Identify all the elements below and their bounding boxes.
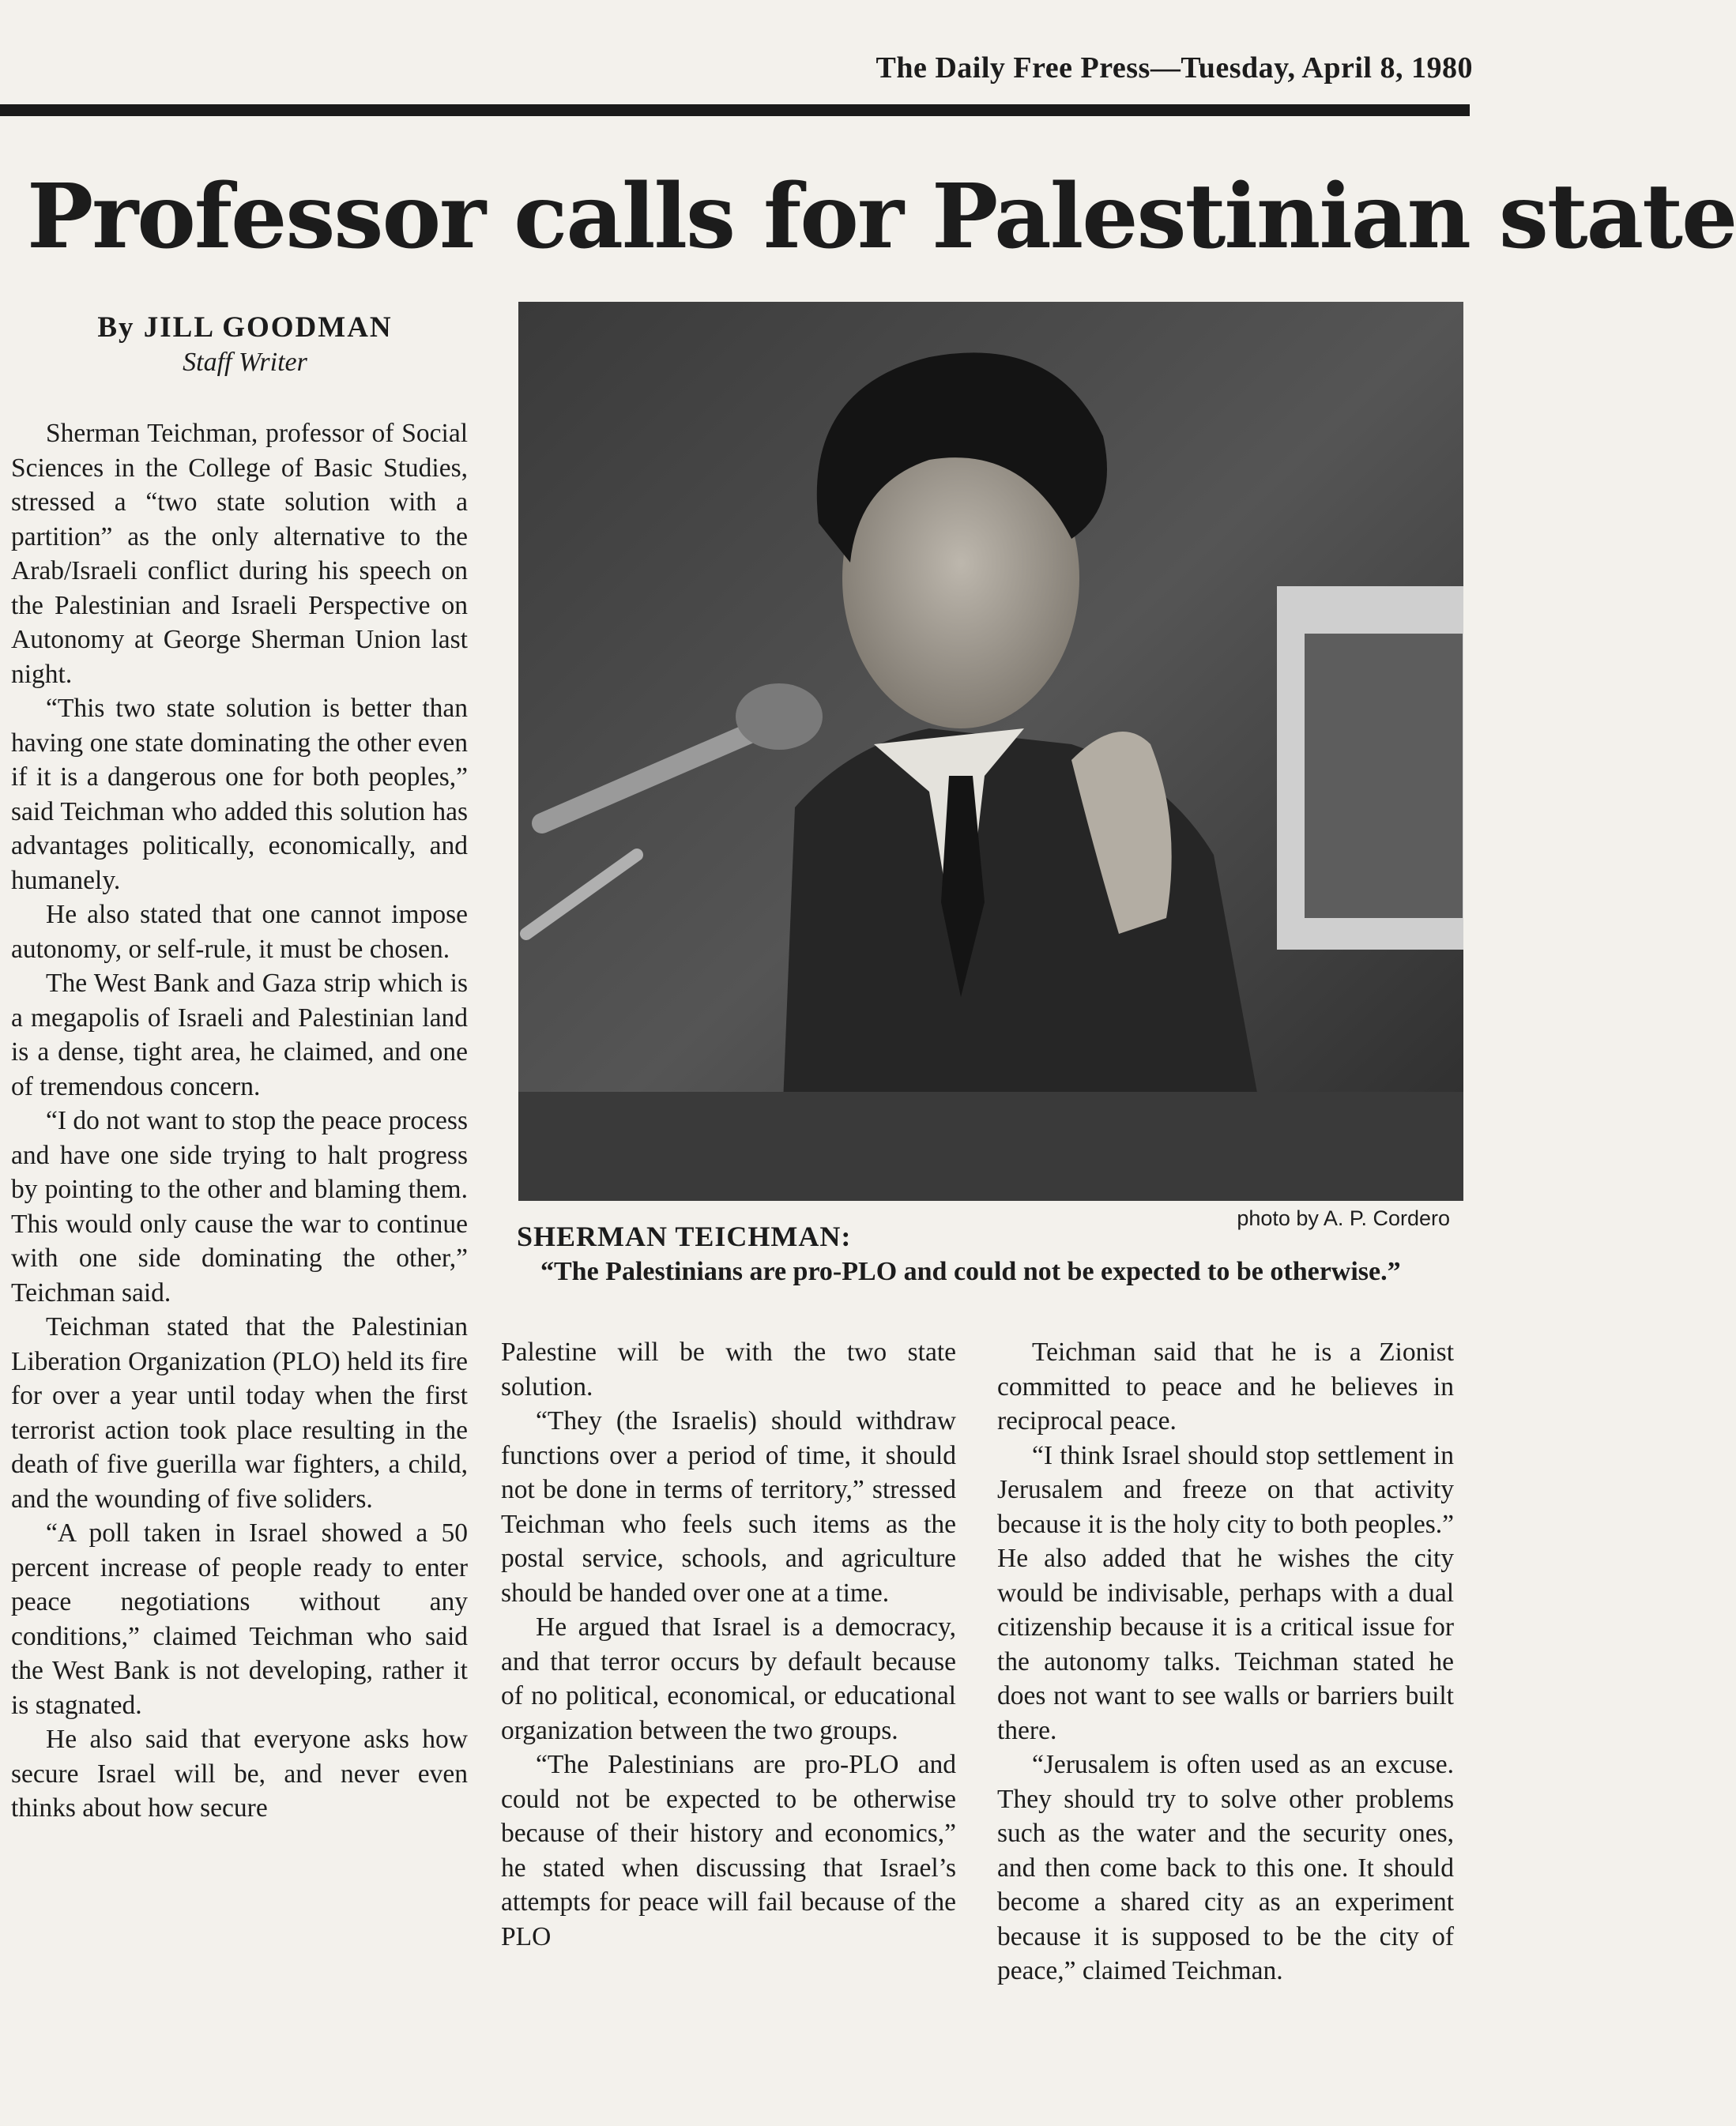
caption-name: SHERMAN TEICHMAN: (517, 1221, 852, 1252)
byline-name: By JILL GOODMAN (97, 311, 393, 344)
masthead-dateline: The Daily Free Press—Tuesday, April 8, 1980 (876, 51, 1473, 85)
paragraph: The West Bank and Gaza strip which is a megapolis of Israeli and Palestinian land is a dense, tight area, he claimed, and one of tremendous concern. (11, 969, 468, 1101)
caption-quote: “The Palestinians are pro-PLO and could not be expected to be otherwise.” (540, 1257, 1401, 1286)
article-column-1 (11, 416, 468, 1826)
paragraph: “They (the Israelis) should withdraw functions over a period of time, it should not be done in terms of territory,” stressed Teichman who feels such items as the postal service, schools, and agriculture should be handed over one at a time. (501, 1406, 956, 1608)
paragraph: “This two state solution is better than having one state dominating the other even if it is a dangerous one for both peoples,” said Teichman who added this solution has advantages politically, economically, and humanely. (11, 694, 468, 895)
photo-credit: photo by A. P. Cordero (1237, 1206, 1450, 1230)
paragraph: “I do not want to stop the peace process and have one side trying to halt progress by pointing to the other and blaming them. This would only cause the war to continue with one side dominating the other,” Teichman said. (11, 1106, 468, 1308)
byline (0, 310, 490, 380)
paragraph: Teichman stated that the Palestinian Liberation Organization (PLO) held its fire for over a year until today when the first terrorist action took place resulting in the death of five guerilla war fighters, a child, and the wounding of five soliders. (11, 1312, 468, 1514)
byline-role: Staff Writer (183, 348, 307, 377)
paragraph: Teichman said that he is a Zionist committed to peace and he believes in reciprocal peace. (997, 1338, 1454, 1436)
paragraph: “The Palestinians are pro-PLO and could not be expected to be otherwise because of their history and economics,” he stated when discussing that Israel’s attempts for peace will fail because of the PLO (501, 1750, 956, 1951)
paragraph: “Jerusalem is often used as an excuse. They should try to solve other problems such as the water and the security ones, and then come back to this one. It should become a shared city as an experiment because it is supposed to be the city of peace,” claimed Teichman. (997, 1750, 1454, 1985)
article-column-2 (501, 1335, 956, 1954)
masthead-rule (0, 104, 1470, 116)
paragraph: He argued that Israel is a democracy, and that terror occurs by default because of no political, economical, or educational organization between the two groups. (501, 1612, 956, 1745)
headline: Professor calls for Palestinian state (27, 165, 1736, 269)
paragraph: Palestine will be with the two state solution. (501, 1338, 956, 1402)
paragraph: He also stated that one cannot impose autonomy, or self-rule, it must be chosen. (11, 900, 468, 964)
paragraph: Sherman Teichman, professor of Social Sciences in the College of Basic Studies, stressed a “two state solution with a partition” as the only alternative to the Arab/Israeli conflict during his speech on the Palestinian and Israeli Perspective on Autonomy at George Sherman Union last night. (11, 419, 468, 689)
article-column-3 (997, 1335, 1454, 1989)
article-photo (518, 302, 1463, 1201)
paragraph: He also said that everyone asks how secure Israel will be, and never even thinks about how secure (11, 1725, 468, 1823)
paragraph: “A poll taken in Israel showed a 50 percent increase of people ready to enter peace negotiations without any conditions,” claimed Teichman who said the West Bank is not developing, rather it is stagnated. (11, 1518, 468, 1720)
paragraph: “I think Israel should stop settlement in Jerusalem and freeze on that activity because it is the holy city to both peoples.” He also added that he wishes the city would be indivisable, perhaps with a dual citizenship because it is a critical issue for the autonomy talks. Teichman stated he does not want to see walls or barriers built there. (997, 1440, 1454, 1745)
speaker-photo-illustration (518, 302, 1463, 1201)
